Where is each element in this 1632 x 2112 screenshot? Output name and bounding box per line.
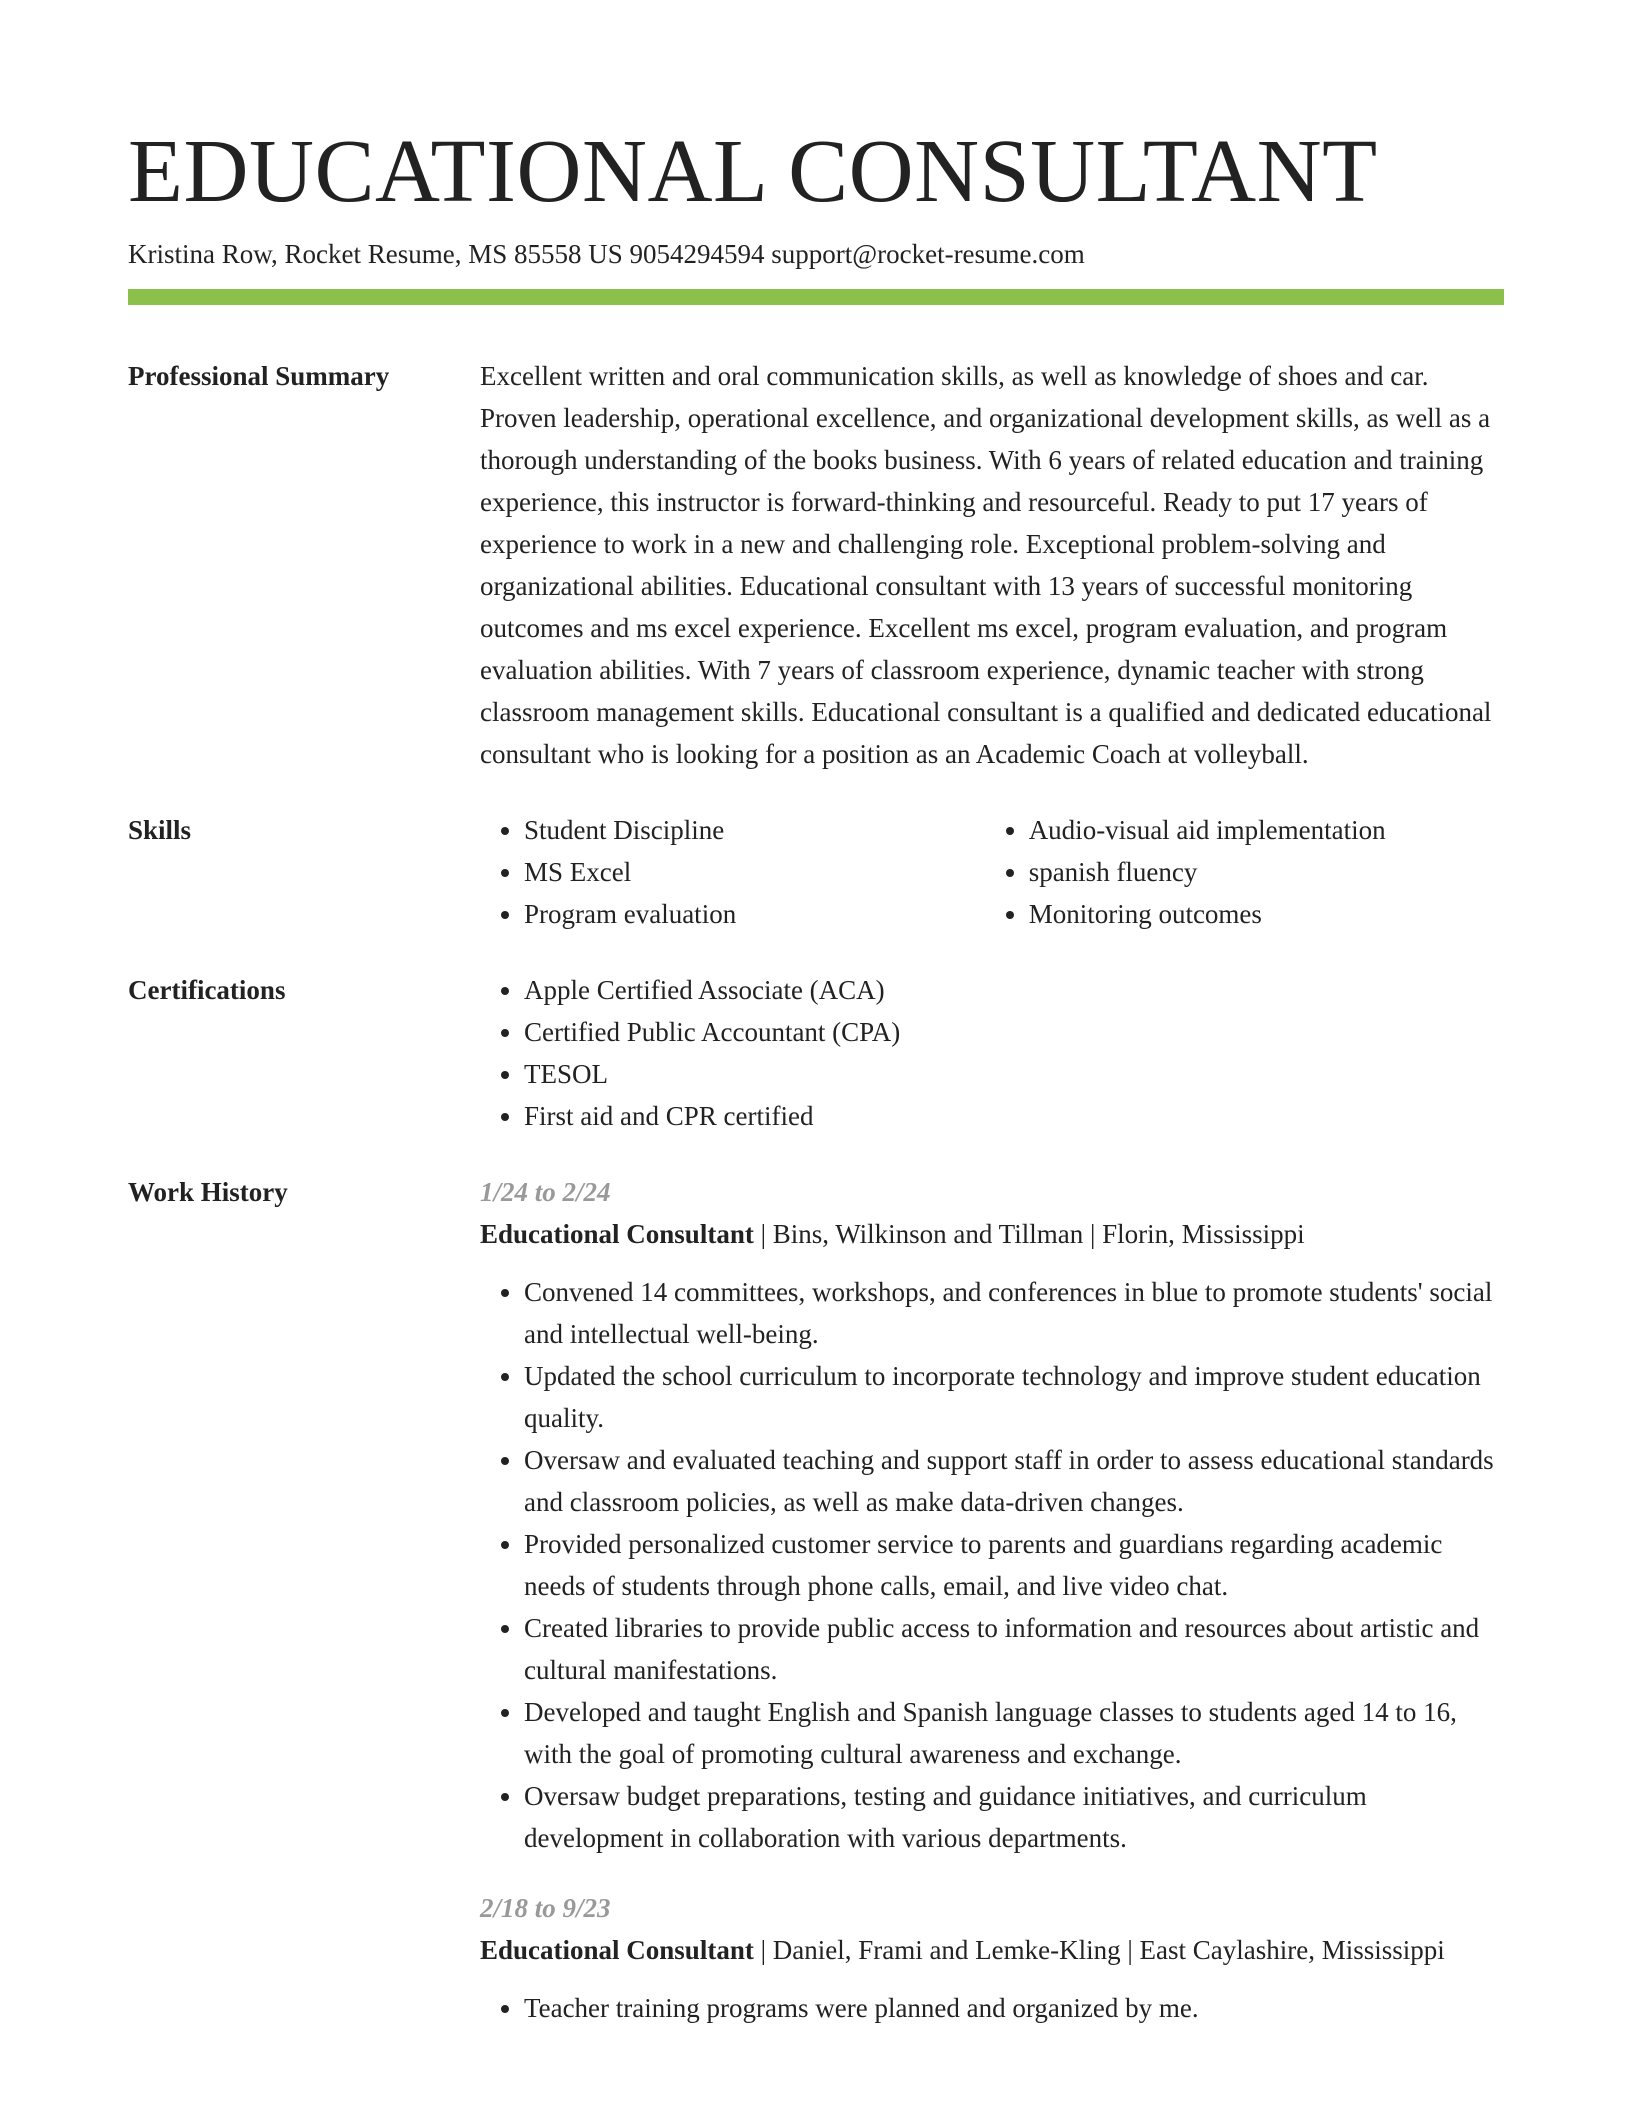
work-history-section: [128, 1171, 1504, 2057]
job-title: Educational Consultant: [480, 1935, 754, 1965]
job-heading: [480, 1929, 1504, 1971]
job-bullet: • Developed and taught English and Spanish language classes to students aged 14 to 16, with the goal of promoting cultural awareness and exchange.: [524, 1691, 1504, 1775]
job-dates: 2/18 to 9/23: [480, 1893, 611, 1923]
contact-phone: 9054294594: [629, 239, 765, 269]
skill-item: • Monitoring outcomes: [1029, 893, 1504, 935]
contact-line: [128, 236, 1504, 272]
certification-item: • Apple Certified Associate (ACA): [524, 969, 1504, 1011]
contact-address: Kristina Row, Rocket Resume, MS 85558 US: [128, 239, 623, 269]
section-label-work-history: Work History: [128, 1177, 288, 1207]
job-bullet: • Created libraries to provide public access to information and resources about artistic and cultural manifestations.: [524, 1607, 1504, 1691]
section-label-certifications: Certifications: [128, 975, 286, 1005]
job-bullet: • Provided personalized customer service to parents and guardians regarding academic needs of students through phone calls, email, and live video chat.: [524, 1523, 1504, 1607]
job-bullets: [480, 1987, 1504, 2029]
skill-item: • Program evaluation: [524, 893, 985, 935]
contact-email: support@rocket-resume.com: [771, 239, 1085, 269]
certification-item: • First aid and CPR certified: [524, 1095, 1504, 1137]
job-entry: [480, 1887, 1504, 2029]
section-label-summary: Professional Summary: [128, 361, 390, 391]
job-dates: 1/24 to 2/24: [480, 1177, 611, 1207]
certifications-list: [480, 969, 1504, 1137]
skills-list-left: [480, 809, 985, 935]
job-employer: | Bins, Wilkinson and Tillman | Florin, Mississippi: [753, 1219, 1305, 1249]
job-employer: | Daniel, Frami and Lemke-Kling | East Caylashire, Mississippi: [753, 1935, 1445, 1965]
section-label-skills: Skills: [128, 815, 192, 845]
job-bullet: • Oversaw budget preparations, testing and guidance initiatives, and curriculum development in collaboration with various departments.: [524, 1775, 1504, 1859]
job-bullet: • Teacher training programs were planned and organized by me.: [524, 1987, 1504, 2029]
skills-section: [128, 809, 1504, 935]
certification-item: • TESOL: [524, 1053, 1504, 1095]
job-bullet: • Oversaw and evaluated teaching and support staff in order to assess educational standards and classroom policies, as well as make data-driven changes.: [524, 1439, 1504, 1523]
job-bullets: [480, 1271, 1504, 1859]
skill-item: • spanish fluency: [1029, 851, 1504, 893]
header-divider: [128, 289, 1504, 305]
certifications-section: [128, 969, 1504, 1137]
page-title: EDUCATIONAL CONSULTANT: [128, 122, 1378, 221]
job-entry: [480, 1171, 1504, 1859]
certification-item: • Certified Public Accountant (CPA): [524, 1011, 1504, 1053]
job-heading: [480, 1213, 1504, 1255]
skills-list-right: [985, 809, 1504, 935]
summary-text: Excellent written and oral communication skills, as well as knowledge of shoes and car. Proven leadership, operational excellence, and organizational development skills, as well as a thorough understanding of the books business. With 6 years of related education and training experience, this instructor is forward-thinking and resourceful. Ready to put 17 years of experience to work in a new and challenging role. Exceptional problem-solving and organizational abilities. Educational consultant with 13 years of successful monitoring outcomes and ms excel experience. Excellent ms excel, program evaluation, and program evaluation abilities. With 7 years of classroom experience, dynamic teacher with strong classroom management skills. Educational consultant is a qualified and dedicated educational consultant who is looking for a position as an Academic Coach at volleyball.: [480, 361, 1492, 769]
job-bullet: • Updated the school curriculum to incorporate technology and improve student education quality.: [524, 1355, 1504, 1439]
skill-item: • Student Discipline: [524, 809, 985, 851]
summary-section: [128, 355, 1504, 775]
skill-item: • Audio-visual aid implementation: [1029, 809, 1504, 851]
skill-item: • MS Excel: [524, 851, 985, 893]
job-bullet: • Convened 14 committees, workshops, and conferences in blue to promote students' social and intellectual well-being.: [524, 1271, 1504, 1355]
job-title: Educational Consultant: [480, 1219, 754, 1249]
